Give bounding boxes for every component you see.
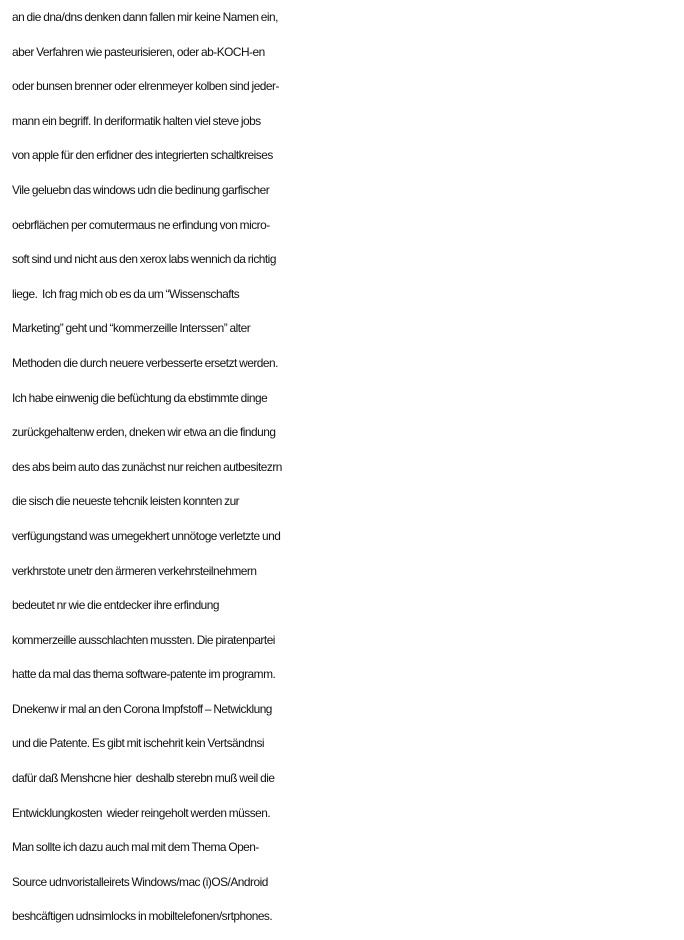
text-line: kommerzeille ausschlachten mussten. Die piratenpartei — [12, 632, 275, 647]
text-line: die sisch die neueste tehcnik leisten konnten zur — [12, 494, 240, 509]
text-line: und die Patente. Es gibt mit ischehrit kein Vertsändnsi — [12, 736, 265, 751]
text-line: Dnekenw ir mal an den Corona Impfstoff – Netwicklung — [12, 701, 272, 716]
text-line: beshcäftigen udnsimlocks in mobiltelefonen/srtphones. — [12, 909, 273, 924]
text-line: dafür daß Menshcne hier deshalb sterebn muß weil die — [12, 771, 275, 786]
text-line: Ich habe einwenig die befüchtung da ebstimmte dinge — [12, 390, 268, 405]
text-line: verkhrstote unetr den ärmeren verkehrsteilnehmern — [12, 563, 257, 578]
text-line: aber Verfahren wie pasteurisieren, oder ab-KOCH-en — [12, 44, 265, 59]
text-line: Source udnvoristalleirets Windows/mac (i)OS/Android — [12, 874, 268, 889]
text-line: des abs beim auto das zunächst nur reichen autbesitezrn — [12, 459, 282, 474]
text-line: Man sollte ich dazu auch mal mit dem Thema Open- — [12, 840, 259, 855]
text-line: bedeutet nr wie die entdecker ihre erfindung — [12, 598, 220, 613]
text-line: soft sind und nicht aus den xerox labs wennich da richtig — [12, 252, 276, 267]
text-line: Marketing” geht und “kommerzeille Interssen” alter — [12, 321, 251, 336]
text-line: Entwicklungkosten wieder reingeholt werden müssen. — [12, 805, 271, 820]
text-line: Methoden die durch neuere verbesserte ersetzt werden. — [12, 355, 278, 370]
text-line: oder bunsen brenner oder elrenmeyer kolben sind jeder- — [12, 79, 279, 94]
text-line: Vile geluebn das windows udn die bedinung garfischer — [12, 182, 270, 197]
text-line: an die dna/dns denken dann fallen mir keine Namen ein, — [12, 10, 278, 24]
text-body — [12, 0, 680, 934]
text-line: hatte da mal das thema software-patente im programm. — [12, 667, 276, 682]
text-line: oebrflächen per comutermaus ne erfindung von micro- — [12, 217, 270, 232]
text-line: verfügungstand was umegekhert unnötoge verletzte und — [12, 528, 281, 543]
text-line: von apple für den erfidner des integrierten schaltkreises — [12, 148, 273, 163]
text-line: zurückgehaltenw erden, dneken wir etwa an die findung — [12, 425, 276, 440]
text-line: mann ein begriff. In deriformatik halten viel steve jobs — [12, 113, 261, 128]
text-line: liege. Ich frag mich ob es da um “Wissenschafts — [12, 286, 240, 301]
